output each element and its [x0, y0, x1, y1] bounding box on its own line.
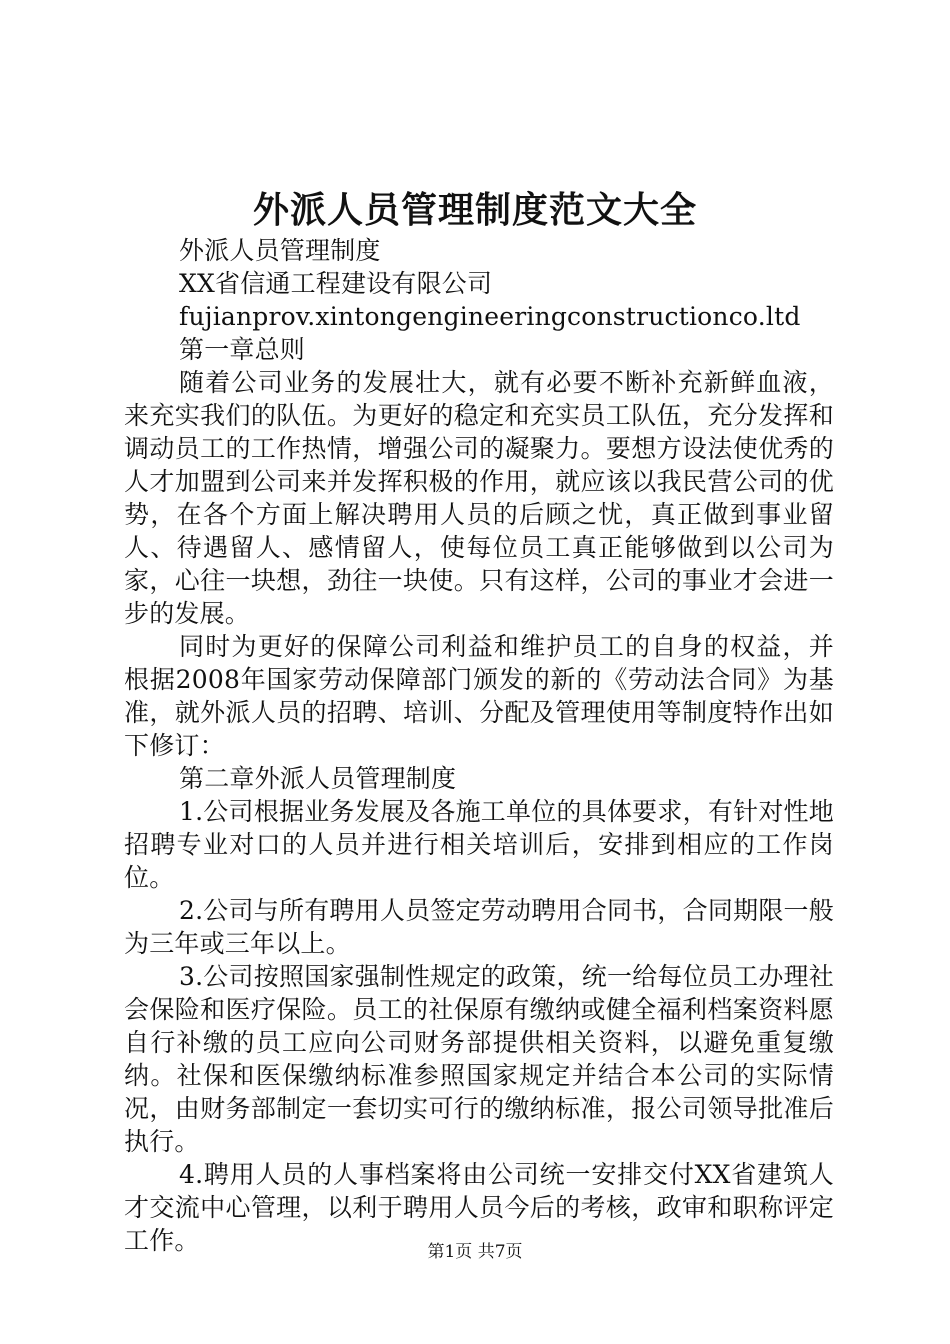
paragraph-item-1: 1.公司根据业务发展及各施工单位的具体要求，有针对性地招聘专业对口的人员并进行相关培训后，安排到相应的工作岗位。: [124, 797, 834, 892]
paragraph-text: 随着公司业务的发展壮大，就有必要不断补充新鲜血液，来充实我们的队伍。为更好的稳定和充实员工队伍，充分发挥和调动员工的工作热情，增强公司的凝聚力。要想方设法使优秀的人才加盟到公司来并发挥积极的作用，就应该以我民营公司的优势，在各个方面上解决聘用人员的后顾之忧，真正做到事业留人、待遇留人、感情留人，使每位员工真正能够做到以公司为家，心往一块想，劲往一块使。只有这样，公司的事业才会进一步的发展。: [124, 368, 834, 628]
paragraph-chapter-1: 第一章总则: [179, 335, 306, 364]
paragraph-company: XX省信通工程建设有限公司: [179, 269, 493, 298]
document-body: [124, 234, 834, 1257]
paragraph-text: 同时为更好的保障公司利益和维护员工的自身的权益，并根据2008年国家劳动保障部门颁发的新的《劳动法合同》为基准，就外派人员的招聘、培训、分配及管理使用等制度特作出如下修订：: [124, 632, 834, 760]
paragraph-item-2: 2.公司与所有聘用人员签定劳动聘用合同书，合同期限一般为三年或三年以上。: [124, 896, 834, 958]
paragraph-chapter-2: 第二章外派人员管理制度: [179, 764, 457, 793]
document-title: 外派人员管理制度范文大全: [252, 189, 697, 231]
paragraph-item-4: 4.聘用人员的人事档案将由公司统一安排交付XX省建筑人才交流中心管理，以利于聘用人员今后的考核，政审和职称评定工作。: [124, 1160, 834, 1255]
paragraph-company-english: fujianprov.xintongengineeringconstructionco.ltd: [179, 302, 801, 331]
paragraph-heading: 外派人员管理制度: [179, 236, 381, 265]
page-footer: 第1页 共7页: [427, 1242, 523, 1262]
paragraph-item-3: 3.公司按照国家强制性规定的政策，统一给每位员工办理社会保险和医疗保险。员工的社保原有缴纳或健全福利档案资料愿自行补缴的员工应向公司财务部提供相关资料，以避免重复缴纳。社保和医保缴纳标准参照国家规定并结合本公司的实际情况，由财务部制定一套切实可行的缴纳标准，报公司领导批准后执行。: [124, 962, 834, 1156]
